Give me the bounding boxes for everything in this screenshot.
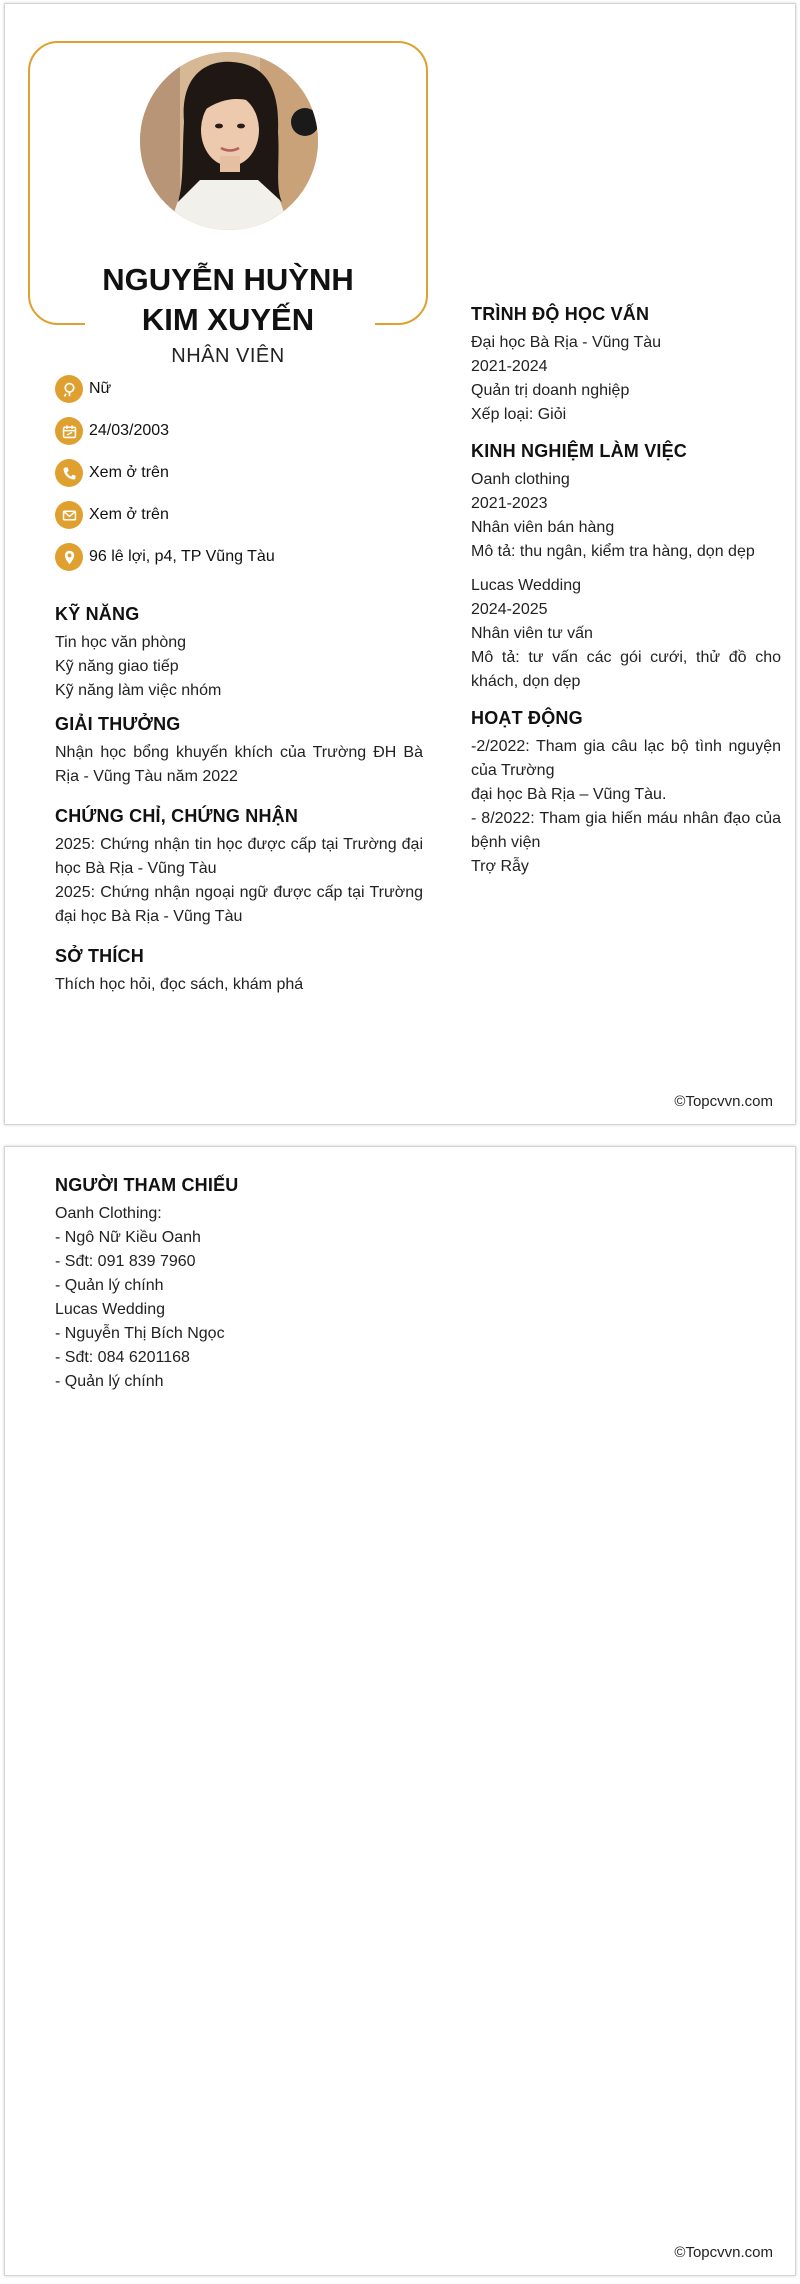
education-period: 2021-2024 [471, 358, 548, 375]
reference-line: - Sđt: 091 839 7960 [55, 1253, 196, 1270]
watermark: ©Topcvvn.com [674, 1093, 773, 1110]
phone-text: Xem ở trên [89, 464, 169, 481]
cv-page-2 [4, 1146, 796, 2276]
job-period: 2024-2025 [471, 601, 548, 618]
education-heading: TRÌNH ĐỘ HỌC VẤN [471, 304, 650, 324]
experience-heading: KINH NGHIỆM LÀM VIỆC [471, 441, 688, 461]
reference-line: - Quản lý chính [55, 1277, 164, 1294]
location-pin-icon [55, 543, 83, 571]
job-period: 2021-2023 [471, 495, 548, 512]
job-role: Nhân viên tư vấn [471, 625, 593, 642]
job-role: Nhân viên bán hàng [471, 519, 615, 536]
activities-section [471, 708, 781, 879]
contact-phone [55, 458, 169, 488]
certificates-section [55, 806, 423, 929]
full-name [28, 260, 428, 340]
skills-heading: KỸ NĂNG [55, 604, 140, 624]
certificate-item: 2025: Chứng nhận ngoại ngữ được cấp tại Trường đại học Bà Rịa - Vũng Tàu [55, 884, 423, 925]
hobbies-text: Thích học hỏi, đọc sách, khám phá [55, 976, 304, 993]
job-entry [471, 574, 781, 694]
skills-section [55, 604, 423, 703]
calendar-icon [55, 417, 83, 445]
job-entry [471, 468, 781, 564]
cv-page-1 [4, 3, 796, 1125]
skill-item: Kỹ năng giao tiếp [55, 658, 179, 675]
address-text: 96 lê lợi, p4, TP Vũng Tàu [89, 548, 275, 565]
awards-heading: GIẢI THƯỞNG [55, 714, 181, 734]
reference-line: - Sđt: 084 6201168 [55, 1349, 190, 1366]
contact-gender [55, 374, 111, 404]
reference-line: - Ngô Nữ Kiều Oanh [55, 1229, 201, 1246]
gender-text: Nữ [89, 380, 112, 397]
contact-email [55, 500, 169, 530]
reference-line: - Nguyễn Thị Bích Ngọc [55, 1325, 225, 1342]
email-icon [55, 501, 83, 529]
reference-line: Oanh Clothing: [55, 1205, 162, 1222]
left-column [55, 604, 423, 997]
job-desc: Mô tả: thu ngân, kiểm tra hàng, dọn dẹp [471, 543, 755, 560]
skill-item: Kỹ năng làm việc nhóm [55, 682, 222, 699]
avatar [140, 52, 318, 230]
certificates-heading: CHỨNG CHỈ, CHỨNG NHẬN [55, 806, 299, 826]
contact-address [55, 542, 275, 572]
references-heading: NGƯỜI THAM CHIẾU [55, 1175, 239, 1195]
education-grade: Xếp loại: Giỏi [471, 406, 567, 423]
activity-line: - 8/2022: Tham gia hiến máu nhân đạo của bệnh viện [471, 810, 781, 851]
hobbies-section [55, 946, 423, 997]
award-text: Nhận học bổng khuyến khích của Trường ĐH Bà Rịa - Vũng Tàu năm 2022 [55, 744, 423, 785]
activity-line: Trợ Rẫy [471, 858, 529, 875]
education-school: Đại học Bà Rịa - Vũng Tàu [471, 334, 662, 351]
certificate-item: 2025: Chứng nhận tin học được cấp tại Trường đại học Bà Rịa - Vũng Tàu [55, 836, 423, 877]
education-major: Quản trị doanh nghiệp [471, 382, 630, 399]
job-title: NHÂN VIÊN [171, 345, 285, 367]
activity-line: đại học Bà Rịa – Vũng Tàu. [471, 786, 667, 803]
right-column [471, 304, 781, 879]
job-company: Lucas Wedding [471, 577, 581, 594]
awards-section [55, 714, 423, 789]
job-company: Oanh clothing [471, 471, 570, 488]
dob-text: 24/03/2003 [89, 422, 170, 439]
hobbies-heading: SỞ THÍCH [55, 946, 144, 966]
skill-item: Tin học văn phòng [55, 634, 187, 651]
name-line-1: NGUYỄN HUỲNH [102, 262, 354, 297]
phone-icon [55, 459, 83, 487]
name-line-2: KIM XUYẾN [141, 302, 315, 337]
reference-line: - Quản lý chính [55, 1373, 164, 1390]
experience-section [471, 441, 781, 694]
email-text: Xem ở trên [89, 506, 169, 523]
references-section [55, 1175, 423, 1394]
reference-line: Lucas Wedding [55, 1301, 165, 1318]
gender-icon [55, 375, 83, 403]
activity-line: -2/2022: Tham gia câu lạc bộ tình nguyện của Trường [471, 738, 781, 779]
contact-dob [55, 416, 169, 446]
education-section [471, 304, 781, 427]
watermark: ©Topcvvn.com [674, 2244, 773, 2261]
job-desc: Mô tả: tư vấn các gói cưới, thử đồ cho khách, dọn dẹp [471, 649, 781, 690]
activities-heading: HOẠT ĐỘNG [471, 708, 583, 728]
